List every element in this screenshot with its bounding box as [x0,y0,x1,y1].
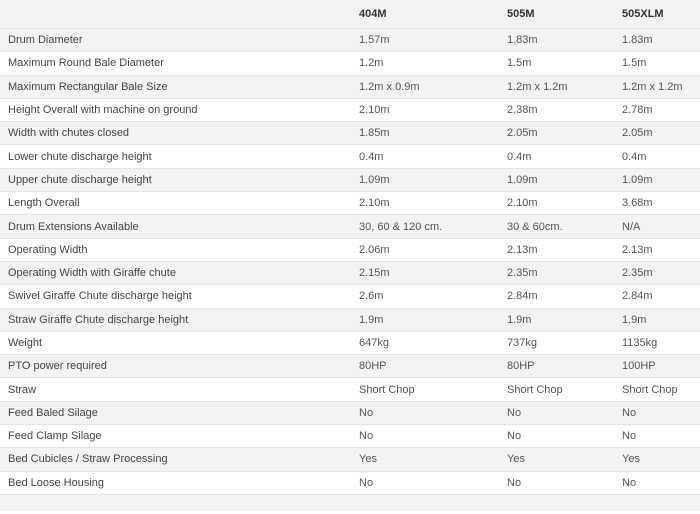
row-label: Maximum Rectangular Bale Size [0,75,355,98]
value-404m: No [355,425,503,448]
value-505xlm: 1.83m [618,29,700,52]
table-row [0,122,700,145]
value-505m: 2.35m [503,261,618,284]
value-505m: 2.84m [503,285,618,308]
table-row [0,52,700,75]
row-label: Swivel Giraffe Chute discharge height [0,285,355,308]
value-505xlm: No [618,471,700,494]
value-505m: 737kg [503,331,618,354]
value-505xlm: 1135kg [618,331,700,354]
value-404m: 1.2m [355,52,503,75]
table-row [0,98,700,121]
value-505xlm: N/A [618,215,700,238]
value-404m: No [355,471,503,494]
table-row [0,448,700,471]
row-label: Feed Baled Silage [0,401,355,424]
table-row [0,75,700,98]
row-label: Drum Extensions Available [0,215,355,238]
value-404m: 30, 60 & 120 cm. [355,215,503,238]
header-505m: 505M [507,8,535,20]
table-row [0,471,700,494]
table-header-row [0,0,700,29]
row-label: Upper chute discharge height [0,168,355,191]
value-505m: 2.10m [503,192,618,215]
row-label: Straw [0,378,355,401]
value-404m: 2.06m [355,238,503,261]
value-505m: Yes [503,448,618,471]
value-505xlm: 0.4m [618,145,700,168]
value-404m: 0.4m [355,145,503,168]
value-505m: Short Chop [503,378,618,401]
header-blank [0,0,355,29]
table-row [0,285,700,308]
value-404m: 2.10m [355,98,503,121]
value-404m: 1.2m x 0.9m [355,75,503,98]
row-label: Length Overall [0,192,355,215]
value-404m: 1.09m [355,168,503,191]
table-row [0,378,700,401]
value-404m: 647kg [355,331,503,354]
value-505m: 80HP [503,355,618,378]
row-label: Bed Loose Housing [0,471,355,494]
value-505xlm: 2.05m [618,122,700,145]
row-label: Feed Clamp Silage [0,425,355,448]
value-505xlm: 100HP [618,355,700,378]
value-404m: Short Chop [355,378,503,401]
value-404m: 2.15m [355,261,503,284]
value-505m: No [503,425,618,448]
row-label: Straw Giraffe Chute discharge height [0,308,355,331]
table-row [0,145,700,168]
value-505xlm: 1.5m [618,52,700,75]
value-404m: 2.6m [355,285,503,308]
value-505m: 1.5m [503,52,618,75]
row-label: Bed Cubicles / Straw Processing [0,448,355,471]
row-label: Drum Diameter [0,29,355,52]
value-404m: 2.10m [355,192,503,215]
value-505xlm: No [618,401,700,424]
table-row [0,238,700,261]
value-404m: 1.85m [355,122,503,145]
value-505m: 30 & 60cm. [503,215,618,238]
value-404m: 1.9m [355,308,503,331]
value-505xlm: Short Chop [618,378,700,401]
table-row [0,215,700,238]
row-label: Height Overall with machine on ground [0,98,355,121]
value-505m: 1.83m [503,29,618,52]
value-505xlm: 3.68m [618,192,700,215]
value-505xlm: 1.09m [618,168,700,191]
row-label: Lower chute discharge height [0,145,355,168]
header-505xlm: 505XLM [622,8,664,20]
value-505m: 1.2m x 1.2m [503,75,618,98]
value-505xlm: Yes [618,448,700,471]
table-row [0,168,700,191]
value-505xlm: 1.9m [618,308,700,331]
value-505m: No [503,401,618,424]
table-row [0,425,700,448]
table-bottom-strip [0,494,700,511]
row-label: Weight [0,331,355,354]
value-505xlm: 1.2m x 1.2m [618,75,700,98]
value-505m: 0.4m [503,145,618,168]
value-505xlm: 2.13m [618,238,700,261]
table-row [0,308,700,331]
value-404m: 80HP [355,355,503,378]
value-505m: 2.13m [503,238,618,261]
row-label: Operating Width [0,238,355,261]
value-505xlm: 2.78m [618,98,700,121]
value-404m: No [355,401,503,424]
table-row [0,331,700,354]
value-404m: 1.57m [355,29,503,52]
row-label: Operating Width with Giraffe chute [0,261,355,284]
value-505xlm: 2.84m [618,285,700,308]
value-404m: Yes [355,448,503,471]
row-label: PTO power required [0,355,355,378]
table-row [0,401,700,424]
value-505m: 2.38m [503,98,618,121]
table-row [0,355,700,378]
value-505xlm: No [618,425,700,448]
value-505m: 1.09m [503,168,618,191]
header-404m: 404M [359,8,387,20]
value-505m: 2.05m [503,122,618,145]
row-label: Maximum Round Bale Diameter [0,52,355,75]
table-row [0,29,700,52]
value-505xlm: 2.35m [618,261,700,284]
value-505m: No [503,471,618,494]
table-row [0,261,700,284]
table-row [0,192,700,215]
value-505m: 1.9m [503,308,618,331]
row-label: Width with chutes closed [0,122,355,145]
